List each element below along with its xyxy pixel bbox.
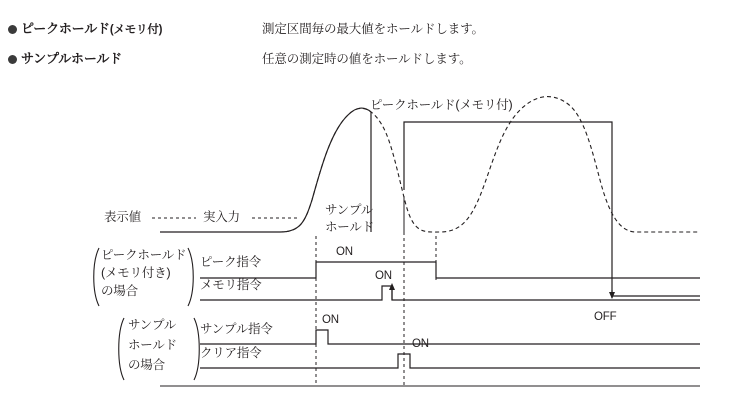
clear-command-on-label: ON (412, 338, 429, 350)
sample-command-signal (200, 330, 700, 344)
sample-hold-box-label-line1: サンプル (325, 203, 374, 217)
group-peak-label-line3: の場合 (101, 284, 138, 298)
group-peak-paren-right (188, 248, 193, 306)
peak-command-label: ピーク指令 (200, 255, 262, 269)
sample-command-label: サンプル指令 (200, 322, 273, 336)
group-peak-label-line2: (メモリ付き) (101, 266, 171, 280)
peak-command-signal (200, 262, 700, 278)
legend-desc-sample-hold: 任意の測定時の値をホールドします。 (262, 52, 472, 66)
group-sample-label-line3: の場合 (128, 358, 165, 372)
group-sample-paren-right (194, 318, 199, 380)
clear-command-label: クリア指令 (200, 346, 262, 360)
legend-desc-peak-hold: 測定区間毎の最大値をホールドします。 (262, 22, 484, 36)
group-peak-paren-left (94, 248, 99, 306)
group-sample-label-line1: サンプル (128, 318, 177, 332)
legend-term-peak-hold-sub: (メモリ付) (109, 24, 163, 36)
off-label: OFF (594, 311, 617, 323)
peak-command-on-label: ON (336, 246, 353, 258)
group-sample-paren-left (119, 318, 124, 380)
clear-command-signal (200, 354, 700, 368)
actual-input-label: 実入力 (203, 210, 240, 224)
memory-command-on-label: ON (375, 270, 392, 282)
peak-hold-title: ピークホールド(メモリ付) (370, 98, 513, 112)
legend-term-sample-hold-main: サンプルホールド (21, 51, 122, 66)
sample-command-on-label: ON (322, 314, 339, 326)
display-value-label: 表示値 (104, 210, 141, 224)
display-value-hold-segment (404, 122, 612, 296)
group-sample-label-line2: ホールド (128, 338, 177, 352)
legend-term-peak-hold-main: ピークホールド (21, 21, 110, 36)
memory-command-signal (200, 286, 700, 300)
group-peak-label-line1: ピークホールド (101, 248, 187, 262)
sample-hold-box-label-line2: ホールド (325, 220, 374, 234)
memory-command-label: メモリ指令 (200, 278, 262, 292)
input-waveform-dashed (160, 97, 700, 232)
